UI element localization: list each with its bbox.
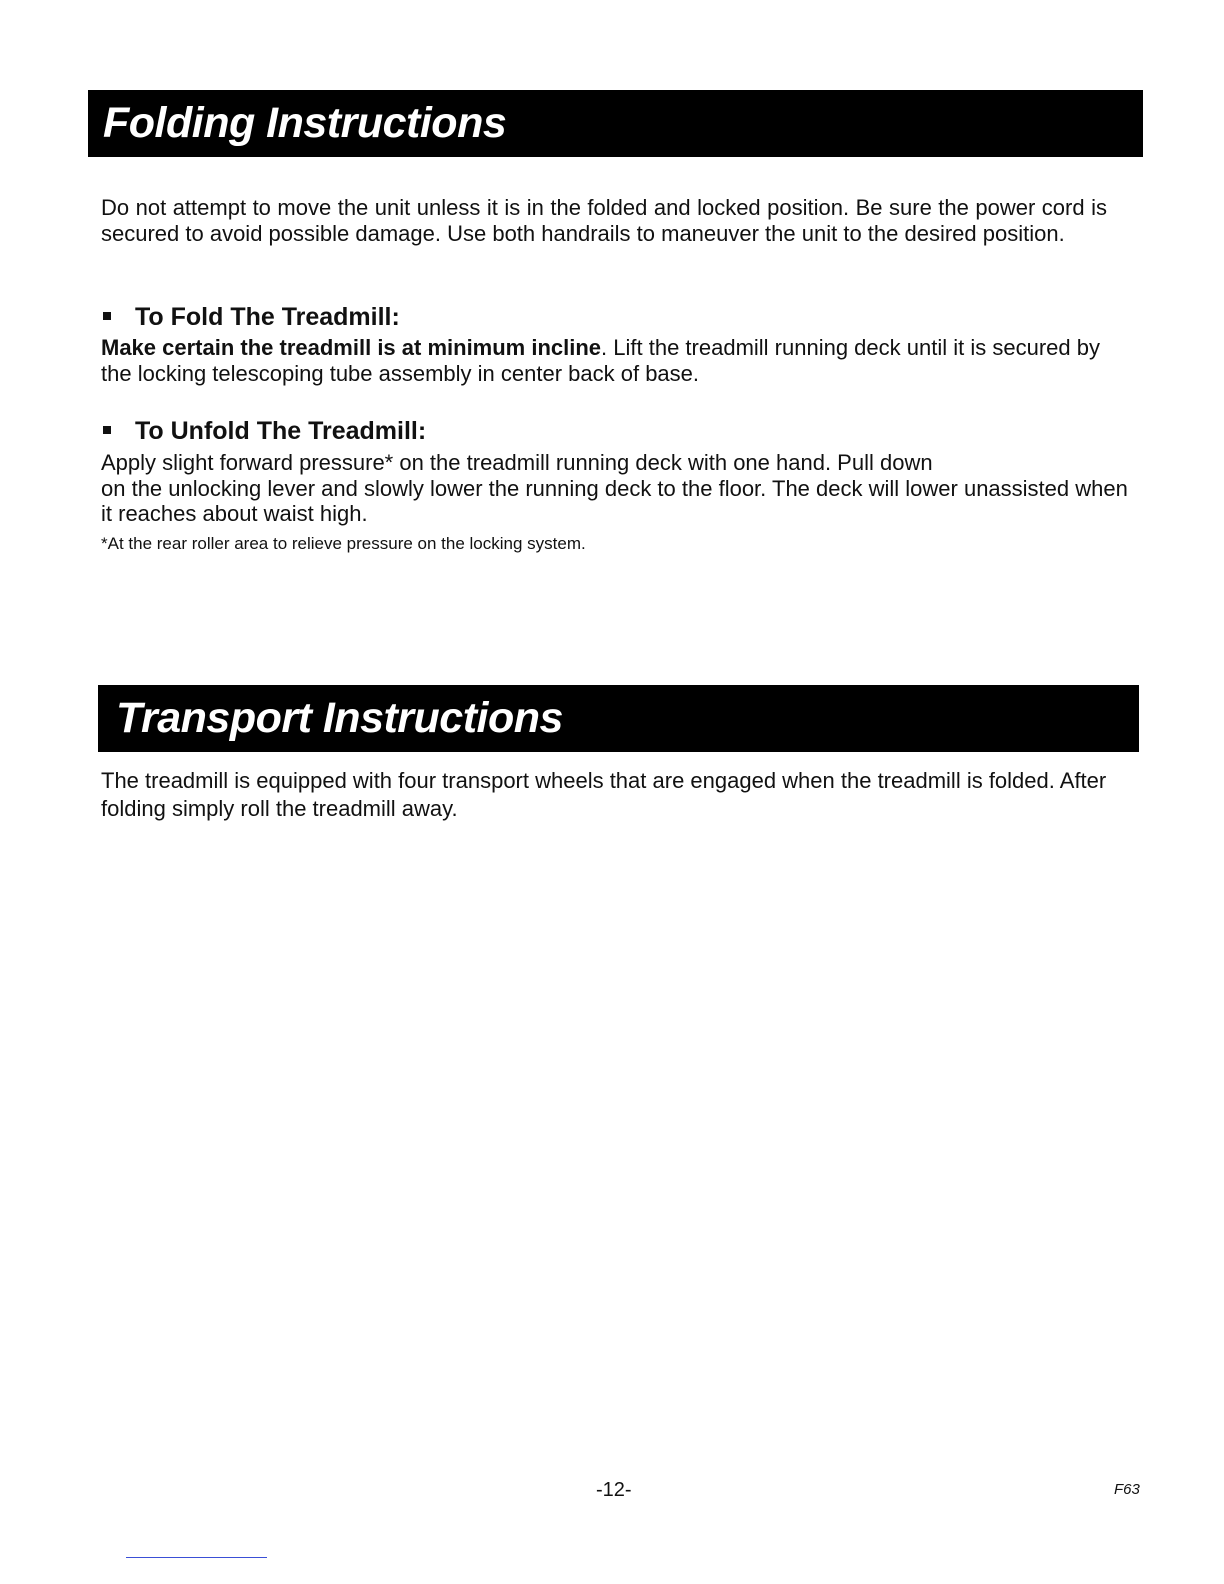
footer-rule bbox=[126, 1557, 267, 1558]
fold-bold-lead: Make certain the treadmill is at minimum incline bbox=[101, 335, 602, 360]
fold-treadmill-heading bbox=[103, 302, 400, 332]
folding-instructions-title: Folding Instructions bbox=[103, 99, 507, 147]
fold-treadmill-paragraph bbox=[101, 335, 1111, 386]
unfold-line-1: Apply slight forward pressure* on the treadmill running deck with one hand. Pull down bbox=[101, 450, 933, 475]
document-code: F63 bbox=[1114, 1481, 1140, 1498]
unfold-treadmill-paragraph bbox=[101, 450, 1141, 527]
square-bullet-icon bbox=[103, 426, 111, 434]
unfold-footnote: *At the rear roller area to relieve pressure on the locking system. bbox=[101, 534, 586, 553]
transport-instructions-title: Transport Instructions bbox=[116, 694, 563, 742]
square-bullet-icon bbox=[103, 312, 111, 320]
transport-instructions-banner bbox=[98, 685, 1139, 752]
unfold-line-2: on the unlocking lever and slowly lower the running deck to the floor. The deck will lower unassisted when it reaches about waist high. bbox=[101, 475, 1128, 526]
unfold-heading-text: To Unfold The Treadmill: bbox=[135, 417, 427, 445]
page-number: -12- bbox=[596, 1479, 632, 1501]
transport-paragraph: The treadmill is equipped with four transport wheels that are engaged when the treadmill is folded. After folding simply roll the treadmill away. bbox=[101, 768, 1107, 821]
folding-instructions-banner bbox=[88, 90, 1143, 157]
unfold-treadmill-heading bbox=[103, 416, 426, 446]
fold-heading-text: To Fold The Treadmill: bbox=[135, 303, 400, 331]
folding-intro-paragraph: Do not attempt to move the unit unless it is in the folded and locked position. Be sure the power cord is secured to avoid possible damage. Use both handrails to maneuver the unit to the desired position. bbox=[101, 195, 1107, 246]
fold-body-text: . Lift the treadmill running deck until it is secured by the locking telescoping tube assembly in center back of base. bbox=[101, 335, 1100, 386]
